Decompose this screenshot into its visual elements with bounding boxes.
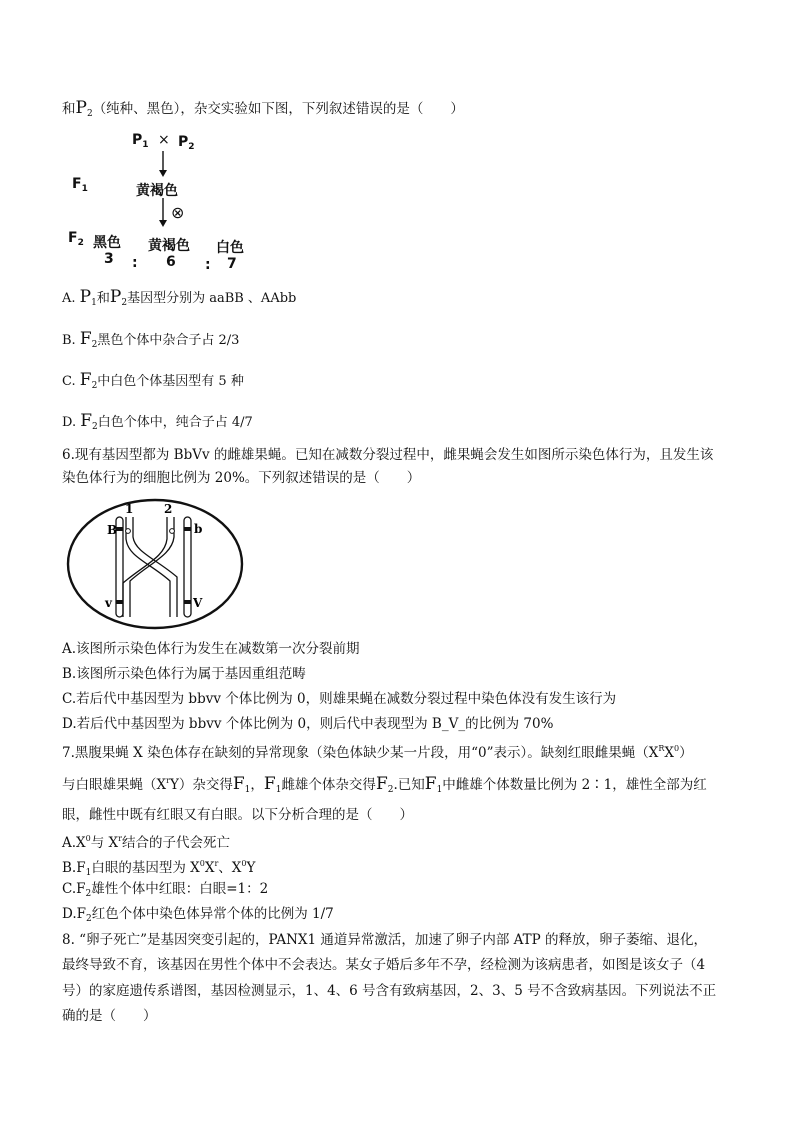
q6-option-c: C.若后代中基因型为 bbvv 个体比例为 0，则雄果蝇在减数分裂过程中染色体没有发生该行为 bbox=[62, 691, 617, 707]
crossover-drawing bbox=[66, 497, 244, 631]
ratio-colon-2: : bbox=[205, 257, 211, 273]
ratio-black: 3 bbox=[104, 251, 114, 267]
gene-label-b: b bbox=[194, 522, 203, 536]
q7-stem-line2: 与白眼雄果蝇$(X^rY)$杂交得$F_1$，$F_1$雌雄个体杂交得$F_2$.已知$F_1$中雌雄个体数量比例为 2∶1，雄性全部为红 bbox=[62, 774, 707, 795]
q6-option-a: A.该图所示染色体行为发生在减数第一次分裂前期 bbox=[62, 641, 360, 657]
f2-black: 黑色 bbox=[93, 235, 121, 251]
cross-p1: $P_1$ bbox=[132, 132, 149, 150]
q7-option-c: $C.F_2$雄性个体中红眼：白眼=1：2 bbox=[62, 881, 269, 899]
q8-stem-line1: 8. “卵子死亡”是基因突变引起的，PANX1 通道异常激活，加速了卵子内部 ATP 的释放，卵子萎缩、退化， bbox=[62, 932, 708, 948]
f1-label: $F_1$ bbox=[72, 176, 88, 194]
q8-stem-line2: 最终导致不育，该基因在男性个体中不会表达。某女子婚后多年不孕，经检测为该病患者，如图是该女子（4 bbox=[62, 957, 706, 973]
gene-label-V: V bbox=[193, 596, 203, 610]
q5-option-a: A. $P_1$和$P_2$基因型分别为 aaBB 、AAbb bbox=[62, 287, 297, 308]
q5-option-c: C. $F_2$中白色个体基因型有 5 种 bbox=[62, 370, 244, 391]
q7-option-d: $D.F_2$红色个体中染色体异常个体的比例为 1/7 bbox=[62, 906, 334, 924]
q6-stem-line2: 染色体行为的细胞比例为 20%。下列叙述错误的是（ ） bbox=[62, 470, 421, 486]
ratio-white: 7 bbox=[227, 256, 237, 272]
f2-label: $F_2$ bbox=[68, 230, 84, 248]
chromosome-crossover-figure bbox=[66, 497, 244, 631]
q6-stem-line1: 6.现有基因型都为 BbVv 的雌雄果蝇。已知在减数分裂过程中，雌果蝇会发生如图所示染色体行为，且发生该 bbox=[62, 447, 714, 463]
q5-option-d: D. $F_2$白色个体中，纯合子占 4/7 bbox=[62, 411, 253, 432]
ratio-yellow: 6 bbox=[166, 254, 176, 270]
q7-stem-line3: 眼，雌性中既有红眼又有白眼。以下分析合理的是（ ） bbox=[62, 807, 413, 823]
gene-label-B: B bbox=[107, 523, 118, 537]
ratio-colon-1: : bbox=[132, 255, 138, 271]
q7-option-a: $A.X^0$与 $X^r$结合的子代会死亡 bbox=[62, 834, 230, 851]
cross-arrows bbox=[60, 130, 290, 275]
q8-stem-line4: 确的是（ ） bbox=[62, 1008, 157, 1024]
cross-p2: $P_2$ bbox=[178, 134, 195, 152]
f2-white: 白色 bbox=[216, 240, 244, 256]
q8-stem-line3: 号）的家庭遗传系谱图，基因检测显示，1、4、6 号含有致病基因，2、3、5 号不含致病基因。下列说法不正 bbox=[62, 983, 717, 999]
q6-option-d: D.若后代中基因型为 bbvv 个体比例为 0，则后代中表现型为 B_V_的比例为 70% bbox=[62, 716, 554, 732]
cross-diagram bbox=[60, 130, 290, 275]
q7-stem-line1: 7.黑腹果蝇 X 染色体存在缺刻的异常现象（染色体缺少某一片段，用“0”表示）。缺刻红眼雌果蝇$(X^RX^0)$ bbox=[62, 744, 693, 761]
gene-label-v: v bbox=[105, 596, 112, 610]
q6-option-b: B.该图所示染色体行为属于基因重组范畴 bbox=[62, 666, 306, 682]
cross-times: × bbox=[158, 132, 170, 148]
q5-intro: 和$P_2$（纯种、黑色），杂交实验如下图，下列叙述错误的是（ ） bbox=[62, 98, 464, 119]
q7-option-b: $B.F_1$白眼的基因型为 $X^0X^r$、$X^0Y$ bbox=[62, 859, 256, 878]
f1-phenotype: 黄褐色 bbox=[136, 183, 178, 199]
q5-option-b: B. $F_2$黑色个体中杂合子占 2/3 bbox=[62, 329, 240, 350]
chromosome-label-1: 1 bbox=[125, 502, 134, 516]
f2-yellow: 黄褐色 bbox=[148, 238, 190, 254]
chromosome-label-2: 2 bbox=[164, 502, 173, 516]
self-cross-icon: ⊗ bbox=[171, 203, 185, 222]
